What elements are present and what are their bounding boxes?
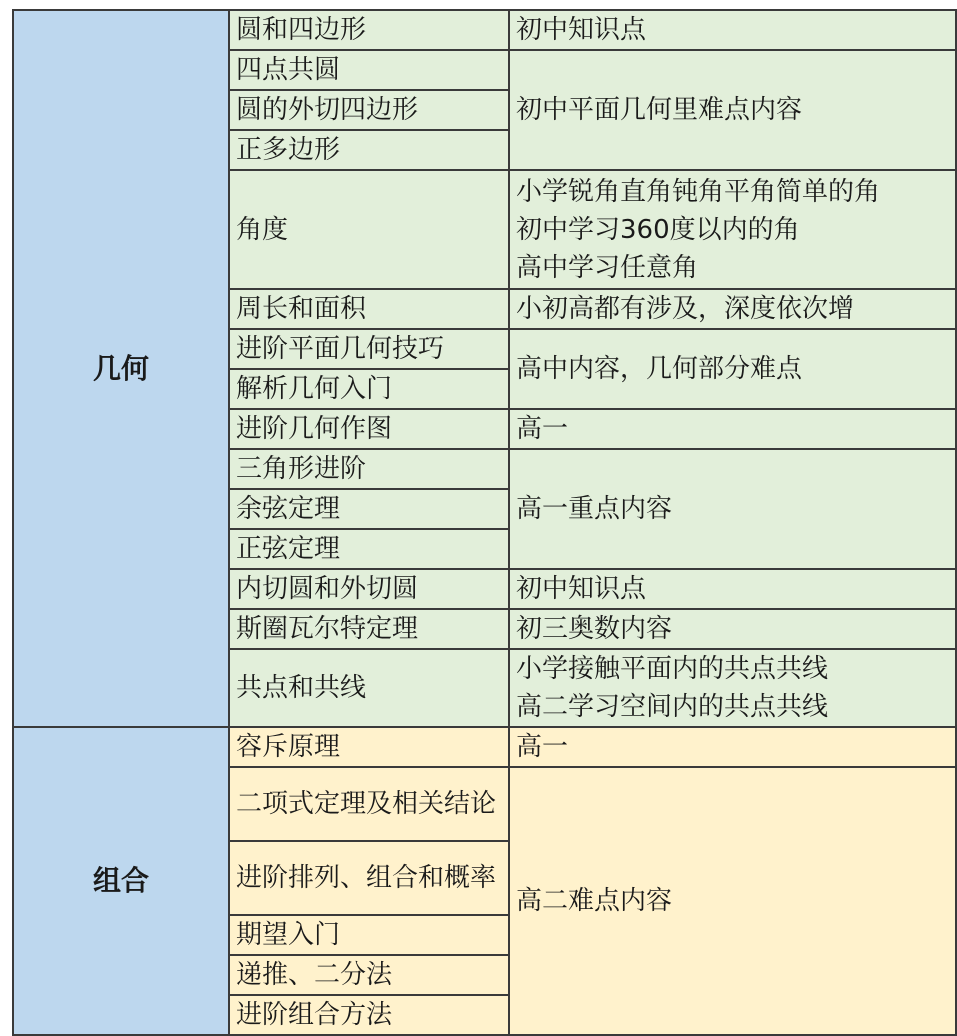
note-line: 小初高都有涉及，深度依次增 xyxy=(516,294,855,324)
note-line: 小学接触平面内的共点共线 xyxy=(516,654,829,684)
topic-cell: 进阶排列、组合和概率 xyxy=(229,841,509,915)
topic-cell: 正弦定理 xyxy=(229,529,509,569)
note-line: 高一 xyxy=(516,732,569,762)
note-line: 初中知识点 xyxy=(516,15,647,45)
geometry-section xyxy=(13,10,956,727)
topic-cell: 解析几何入门 xyxy=(229,369,509,409)
topic-cell: 圆的外切四边形 xyxy=(229,90,509,130)
note-line: 高一 xyxy=(516,414,569,444)
topic-cell: 角度 xyxy=(229,170,509,289)
note-line: 高二学习空间内的共点共线 xyxy=(516,692,829,722)
note-cell xyxy=(509,449,956,569)
note-cell xyxy=(509,10,956,50)
topic-cell: 递推、二分法 xyxy=(229,955,509,995)
note-line: 初中知识点 xyxy=(516,574,647,604)
category-combinatorics: 组合 xyxy=(13,727,229,1035)
note-cell xyxy=(509,170,956,289)
note-cell xyxy=(509,727,956,767)
topic-cell: 二项式定理及相关结论 xyxy=(229,767,509,841)
topic-cell: 正多边形 xyxy=(229,130,509,170)
topic-cell: 进阶平面几何技巧 xyxy=(229,329,509,369)
note-line: 高中学习任意角 xyxy=(516,252,699,283)
topic-cell: 内切圆和外切圆 xyxy=(229,569,509,609)
topic-cell: 四点共圆 xyxy=(229,50,509,90)
note-cell xyxy=(509,767,956,1035)
topic-cell: 圆和四边形 xyxy=(229,10,509,50)
topic-cell: 期望入门 xyxy=(229,915,509,955)
topic-cell: 余弦定理 xyxy=(229,489,509,529)
topic-cell: 斯圈瓦尔特定理 xyxy=(229,609,509,649)
note-cell xyxy=(509,289,956,329)
combinatorics-section xyxy=(13,727,956,1035)
note-cell xyxy=(509,649,956,727)
curriculum-table xyxy=(12,9,957,1036)
note-line: 初中平面几何里难点内容 xyxy=(516,95,803,125)
topic-cell: 容斥原理 xyxy=(229,727,509,767)
note-line: 高中内容，几何部分难点 xyxy=(516,354,803,384)
topic-cell: 三角形进阶 xyxy=(229,449,509,489)
topic-cell: 共点和共线 xyxy=(229,649,509,727)
note-line: 高一重点内容 xyxy=(516,494,673,524)
note-line: 初三奥数内容 xyxy=(516,614,673,644)
note-cell xyxy=(509,609,956,649)
note-cell xyxy=(509,569,956,609)
note-line: 小学锐角直角钝角平角简单的角 xyxy=(516,176,881,207)
note-cell xyxy=(509,50,956,170)
note-cell xyxy=(509,409,956,449)
topic-cell: 进阶组合方法 xyxy=(229,995,509,1035)
category-geometry: 几何 xyxy=(13,10,229,727)
note-line: 初中学习360度以内的角 xyxy=(516,214,800,245)
topic-cell: 周长和面积 xyxy=(229,289,509,329)
note-line: 高二难点内容 xyxy=(516,886,673,916)
note-cell xyxy=(509,329,956,409)
topic-cell: 进阶几何作图 xyxy=(229,409,509,449)
